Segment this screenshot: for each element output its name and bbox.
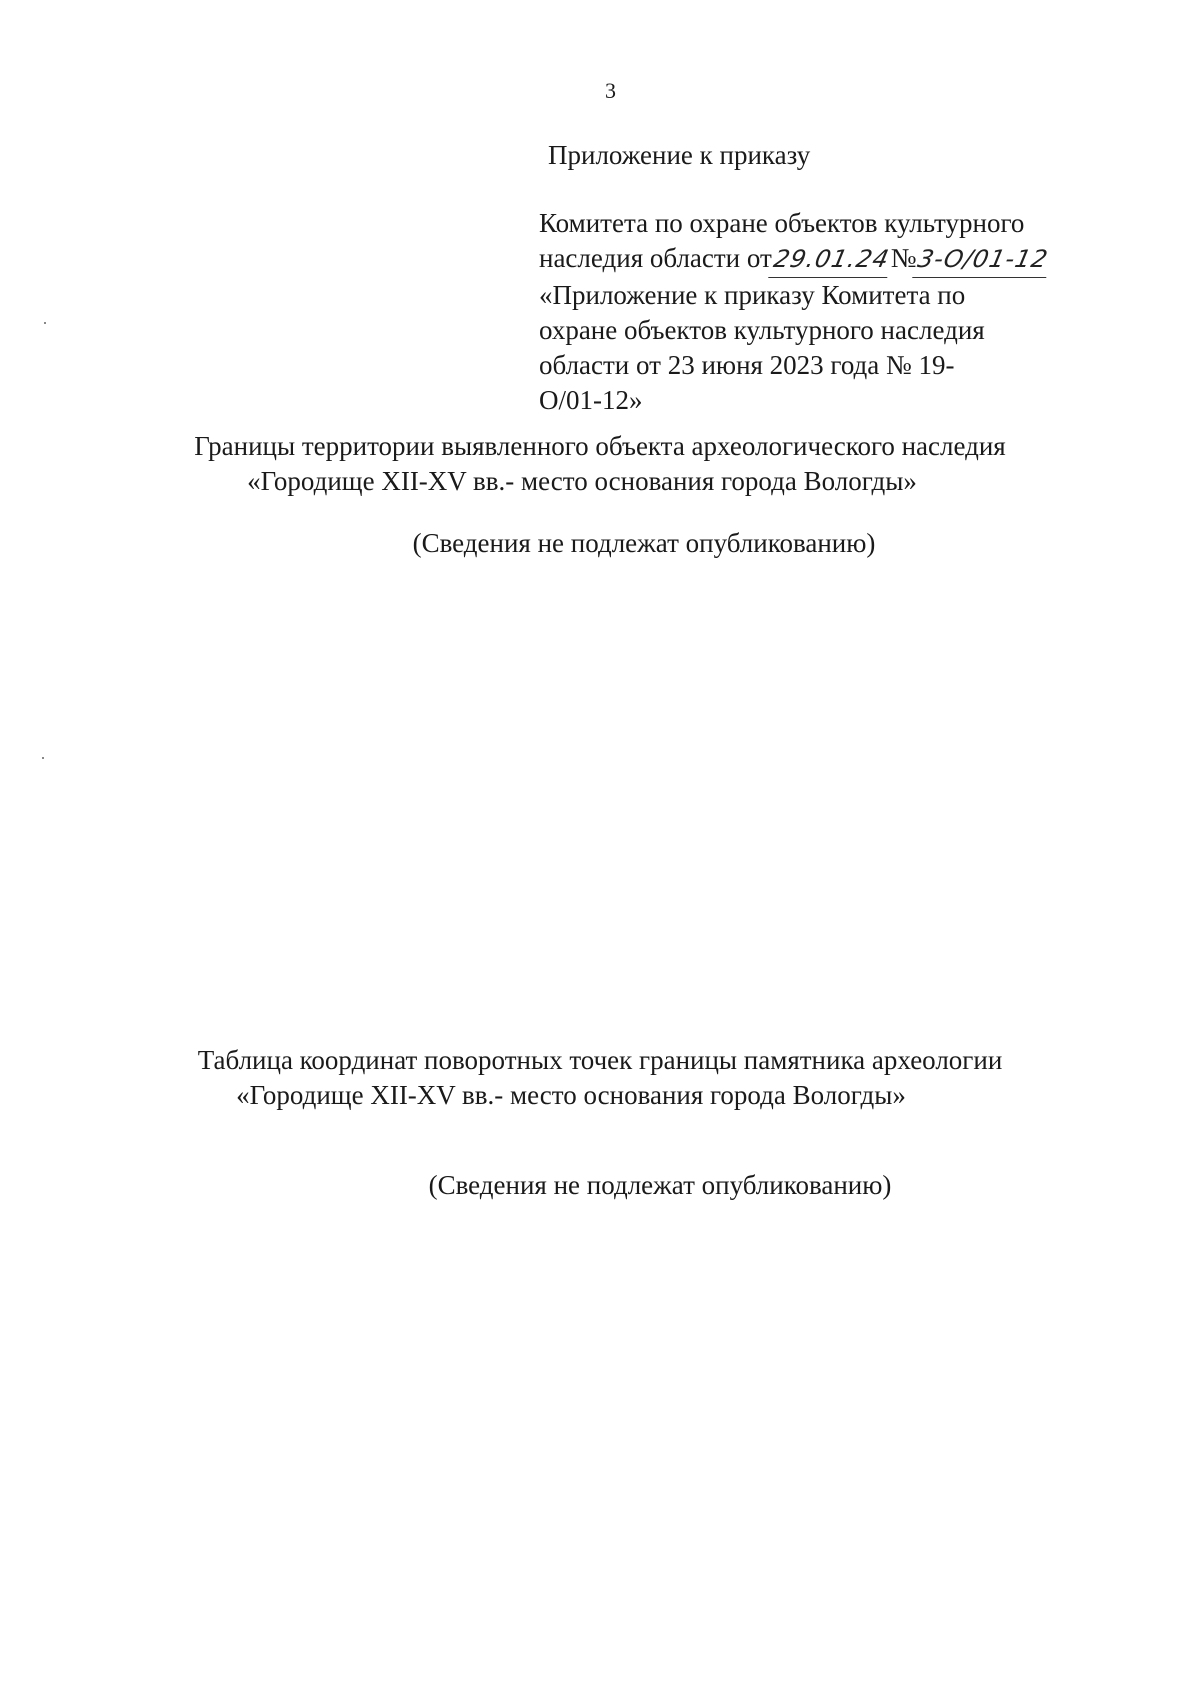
- handwritten-date: 29.01.24: [768, 242, 895, 278]
- boundaries-notice-text: (Сведения не подлежат опубликованию): [412, 528, 876, 558]
- handwritten-order-number: 3-О/01-12: [913, 242, 1054, 278]
- number-sign: №: [890, 243, 917, 273]
- appendix-line-4: охране объектов культурного наследия: [539, 315, 985, 345]
- coordinates-notice-text: (Сведения не подлежат опубликованию): [428, 1170, 892, 1200]
- appendix-line-2: [539, 241, 1099, 278]
- boundaries-title: [0, 429, 1200, 499]
- appendix-line-5: области от 23 июня 2023 года № 19-: [539, 350, 955, 380]
- coordinates-title-line-2: «Городище XII-XV вв.- место основания города Вологды»: [236, 1080, 906, 1110]
- appendix-line-3: «Приложение к приказу Комитета по: [539, 280, 966, 310]
- boundaries-title-line-2: «Городище XII-XV вв.- место основания города Вологды»: [247, 466, 917, 496]
- boundaries-notice: [0, 528, 1200, 559]
- coordinates-notice: [0, 1170, 1200, 1201]
- appendix-line-6: О/01-12»: [539, 385, 643, 415]
- boundaries-title-line-1: Границы территории выявленного объекта археологического наследия: [194, 431, 1006, 461]
- scan-speck: [42, 757, 44, 759]
- page-number: 3: [605, 78, 616, 103]
- appendix-block: [539, 206, 1099, 418]
- appendix-title: Приложение к приказу: [548, 140, 811, 170]
- coordinates-table-title: [0, 1043, 1200, 1113]
- coordinates-title-line-1: Таблица координат поворотных точек границы памятника археологии: [197, 1045, 1003, 1075]
- appendix-line-2-prefix: наследия области от: [539, 243, 772, 273]
- appendix-line-1: Комитета по охране объектов культурного: [539, 208, 1025, 238]
- scan-speck: [44, 322, 46, 324]
